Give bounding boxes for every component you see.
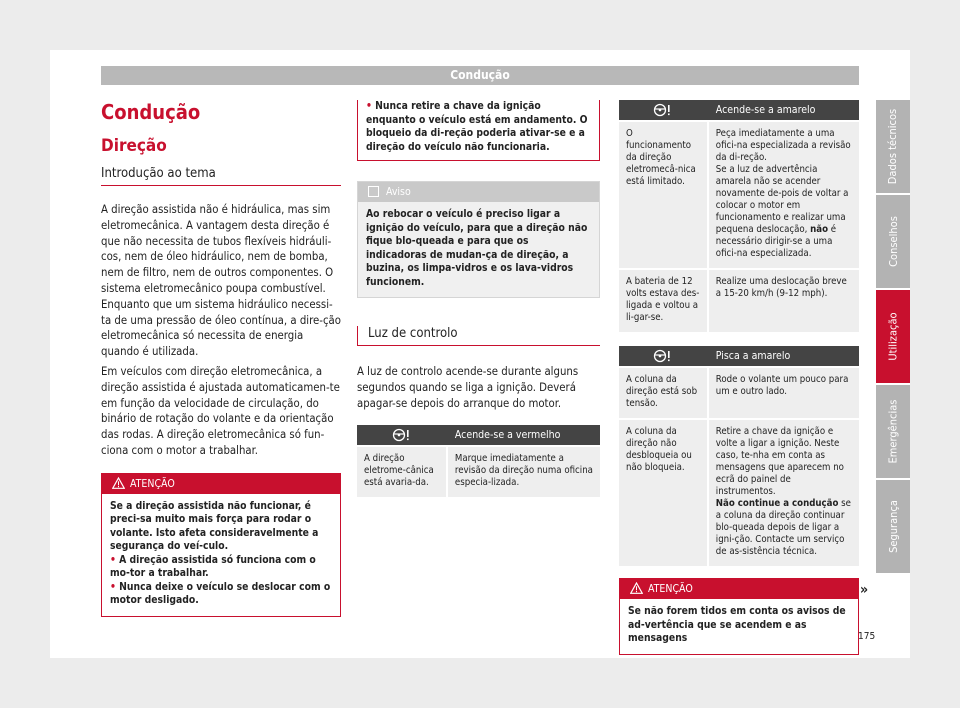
- info-icon: [368, 186, 379, 197]
- warning-box: [101, 473, 341, 617]
- table-header: Pisca a amarelo: [708, 346, 859, 367]
- steering-wheel-warning-icon: [652, 103, 674, 117]
- bullet-icon: •: [366, 100, 376, 112]
- table-row: [619, 269, 859, 332]
- column-2: [357, 100, 600, 497]
- warning-continuation: [357, 100, 600, 161]
- warning-box: [619, 578, 859, 655]
- section-heading: Luz de controlo: [357, 326, 600, 346]
- action-emphasis: não: [810, 224, 829, 235]
- note-text: Ao rebocar o veículo é preciso ligar a ignição do veículo, para que a direção não fique blo-queada e para que os indicadoras de mudan-ça de direção, a buzina, os limpa-vidros e os lava-vidros funcionem.: [366, 208, 588, 288]
- warning-triangle-icon: [630, 582, 643, 594]
- table-icon-cell: [357, 425, 447, 446]
- paragraph-1: A direção assistida não é hidráulica, mas sim eletromecânica. A vantagem desta direção é que não necessita de tubos flexíveis hidráuli-cos, nem de óleo hidráulico, nem de bomba, nem de filtro, nem de outros componentes. O sistema eletromecânico poupa combustível. Enquanto que um sistema hidráulico necessi-ta de uma pressão de óleo contínua, a dire-ção eletromecânica só necessita de energia quando é utilizada.: [101, 203, 341, 359]
- table-cell-cause: O funcionamento da direção eletromecâ-nica está limitado.: [619, 121, 708, 269]
- warning-header: [620, 579, 858, 599]
- table-row: [357, 446, 600, 497]
- bullet-text: Nunca deixe o veículo se deslocar com o motor desligado.: [110, 580, 331, 607]
- chapter-title: Condução: [101, 100, 201, 124]
- bullet-text: A direção assistida só funciona com o mo-tor a trabalhar.: [110, 553, 316, 580]
- warning-label: ATENÇÃO: [648, 583, 693, 595]
- action-text: Se a luz de advertência amarela não se acender novamente de-pois de voltar a colocar o motor em funcionamento e realizar uma pequena deslocação,: [715, 164, 849, 235]
- tab-label: Conselhos: [886, 216, 900, 267]
- bullet-text: Nunca retire a chave da ignição enquanto o veículo está em andamento. O bloqueio da di-reção poderia ativar-se e a direção do veículo não funcionaria.: [366, 100, 588, 153]
- paragraph-2: Em veículos com direção eletromecânica, a direção assistida é ajustada automaticamen-te em função da velocidade de circulação, do binário de rotação do volante e da orientação das rodas. A direção eletromecânica só fun-ciona com o motor a trabalhar.: [101, 364, 340, 457]
- tab-label: Dados técnicos: [886, 108, 900, 185]
- table-cell-action: [708, 419, 859, 566]
- table-row: [619, 121, 859, 269]
- steering-wheel-warning-icon: [652, 349, 674, 363]
- tab-emergencias[interactable]: [876, 385, 910, 478]
- action-text: Peça imediatamente a uma ofici-na especializada a revisão da di-reção.: [715, 128, 851, 163]
- continue-arrow: »: [860, 582, 869, 598]
- table-cell-action: Realize uma deslocação breve a 15-20 km/h (9-12 mph).: [708, 269, 859, 332]
- warning-triangle-icon: [112, 477, 125, 489]
- tab-seguranca[interactable]: [876, 480, 910, 573]
- table-icon-cell: [619, 346, 708, 367]
- page-header: Condução: [101, 66, 859, 85]
- warning-bullet: [110, 581, 332, 608]
- table-cell-action: [708, 121, 859, 269]
- table-cell-cause: A coluna da direção não desbloqueia ou não bloqueia.: [619, 419, 708, 566]
- bullet-icon: •: [110, 553, 120, 566]
- note-label: Aviso: [386, 186, 411, 198]
- note-box: [357, 181, 600, 298]
- warning-bullet: [110, 554, 332, 581]
- side-tabs: [876, 100, 910, 575]
- steering-wheel-warning-icon: [391, 428, 413, 442]
- table-row: [619, 367, 859, 419]
- tab-label: Emergências: [886, 399, 900, 464]
- indicator-table-red: [357, 425, 600, 497]
- bullet-icon: •: [110, 580, 120, 593]
- warning-header: [102, 474, 340, 494]
- table-cell-cause: A direção eletrome-cânica está avaria-da.: [357, 446, 447, 497]
- action-text: Retire a chave da ignição e volte a ligar a ignição. Neste caso, te-nha em conta as mensagens que aparecem no ecrã do painel de instrumentos.: [715, 426, 844, 497]
- tab-dados-tecnicos[interactable]: [876, 100, 910, 193]
- page-number: 175: [858, 631, 876, 642]
- table-cell-cause: A coluna da direção está sob tensão.: [619, 367, 708, 419]
- table-cell-action: Marque imediatamente a revisão da direção numa oficina especia-lizada.: [447, 446, 600, 497]
- warning-label: ATENÇÃO: [130, 477, 175, 490]
- column-1: [101, 100, 341, 617]
- action-text: se a coluna da direção continuar blo-queada depois de ligar a igni-ção. Contacte um serviço de as-sistência técnica.: [715, 498, 851, 557]
- tab-label: Utilização: [886, 312, 900, 361]
- action-text: é necessário dirigir-se a uma ofici-na especializada.: [715, 224, 837, 259]
- tab-label: Segurança: [886, 500, 900, 553]
- column-3: [619, 100, 859, 655]
- table-cell-action: Rode o volante um pouco para um e outro lado.: [708, 367, 859, 419]
- indicator-table-yellow: [619, 100, 859, 332]
- indicator-table-blink: [619, 346, 859, 566]
- table-cell-cause: A bateria de 12 volts estava des-ligada e voltou a li-gar-se.: [619, 269, 708, 332]
- intro-heading: Introdução ao tema: [101, 166, 341, 186]
- table-icon-cell: [619, 100, 708, 121]
- warning-text: Se não forem tidos em conta os avisos de ad-vertência que se acendem e as mensagens: [628, 605, 846, 644]
- note-header: [358, 182, 599, 202]
- warning-text: Se a direção assistida não funcionar, é preci-sa muito mais força para rodar o volante. Isto afeta consideravelmente a segurança do veí-culo.: [110, 499, 319, 553]
- section-title: Direção: [101, 136, 167, 156]
- warning-body: [102, 494, 340, 616]
- section-paragraph: A luz de controlo acende-se durante alguns segundos quando se liga a ignição. Deverá apagar-se depois do arranque do motor.: [357, 365, 579, 410]
- table-header: Acende-se a amarelo: [708, 100, 859, 121]
- tab-utilizacao[interactable]: [876, 290, 910, 383]
- table-row: [619, 419, 859, 566]
- table-header: Acende-se a vermelho: [447, 425, 600, 446]
- tab-conselhos[interactable]: [876, 195, 910, 288]
- action-emphasis: Não continue a condução: [715, 498, 839, 509]
